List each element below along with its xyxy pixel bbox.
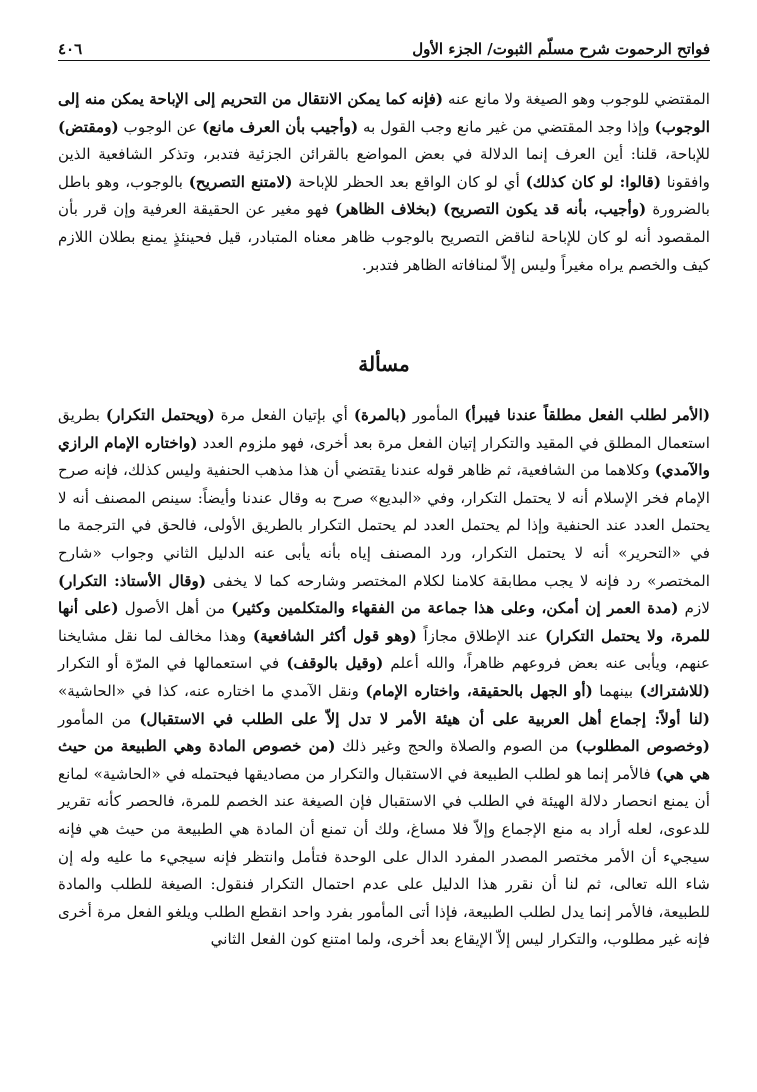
bold-quoted-text: (بخلاف الظاهر) [334, 200, 438, 219]
bold-quoted-text: (من خصوص المادة وهي الطبيعة من حيث هي هي) [58, 737, 711, 783]
commentary-text: المأمور [406, 406, 465, 424]
bold-quoted-text: (وقال الأستاذ: التكرار) [58, 571, 207, 590]
commentary-text: فهو مغير عن الحقيقة العرفية وإن قرر بأن المقصود أنه لو كان للإباحة لناقض التصريح بالوجوب ظاهر معناه المتبادر، قيل فحينئذٍ يمنع بطلان اللازم كيف والخصم يراه مغيراً وليس إلاّ لمنافاته الظاهر فتدبر. [58, 200, 710, 274]
bold-quoted-text: (واختاره الإمام الرازي والآمدي) [58, 433, 710, 480]
bold-quoted-text: (بالمرة) [353, 406, 407, 424]
header-rule [58, 60, 710, 61]
bold-quoted-text: (وهو قول أكثر الشافعية) [252, 626, 417, 645]
paragraph-2 [58, 402, 710, 954]
commentary-text: من أهل الأصول [118, 599, 232, 618]
commentary-text: وإذا وجد المقتضي من غير مانع وجب القول به [358, 117, 655, 136]
commentary-text: في استعمالها في المرّة أو التكرار [58, 654, 287, 673]
page-header [58, 32, 710, 58]
commentary-text: أي لو كان الواقع بعد الحظر للإباحة [292, 172, 526, 191]
section-heading: مسألة [358, 352, 410, 376]
bold-quoted-text: (أو الجهل بالحقيقة، واختاره الإمام) [365, 681, 593, 700]
bold-quoted-text: (وخصوص المطلوب) [575, 737, 710, 756]
bold-quoted-text: (وأجيب بأن العرف مانع) [202, 117, 359, 136]
bold-quoted-text: (مدة العمر إن أمكن، وعلى هذا جماعة من الفقهاء والمتكلمين وكثير) [231, 599, 679, 618]
paragraph-1 [58, 86, 710, 279]
commentary-text: أي بإتيان الفعل مرة [214, 406, 354, 424]
bold-quoted-text: (للاشتراك) [639, 681, 710, 700]
commentary-text: بطريق استعمال المطلق في المقيد والتكرار إتيان الفعل مرة بعد أخرى، فهو ملزوم العدد [58, 406, 711, 452]
document-page [58, 0, 710, 1092]
commentary-text: عن الوجوب [118, 117, 203, 136]
commentary-text: من الصوم والصلاة والحج وغير ذلك [335, 737, 576, 756]
commentary-text: من المأمور [58, 709, 140, 728]
commentary-text: ونقل الآمدي ما اختاره عنه، كذا في «الحاشية» [58, 681, 366, 700]
bold-quoted-text: (الأمر لطلب الفعل مطلقاً عندنا فيبرأ) [464, 406, 710, 424]
bold-quoted-text: (ومقتض) [58, 117, 119, 136]
commentary-text: بينهما [592, 681, 640, 700]
bold-quoted-text: (ويحتمل التكرار) [105, 406, 215, 424]
running-title: فواتح الرحموت شرح مسلّم الثبوت/ الجزء الأول [412, 40, 710, 58]
bold-quoted-text: (على أنها للمرة، ولا يحتمل التكرار) [58, 599, 710, 645]
commentary-text: المقتضي للوجوب وهو الصيغة ولا مانع عنه [443, 90, 711, 108]
commentary-text: بالوجوب، وهو باطل بالضرورة [58, 172, 710, 219]
bold-quoted-text: (لنا أولاً: إجماع أهل العربية على أن هيئة الأمر لا تدل إلاّ على الطلب في الاستقبال) [139, 709, 710, 728]
commentary-text: للإباحة، قلنا: أين العرف إنما الدلالة في بعض المواضع بالقرائن الجزئية فتدبر، وتذكر الشافعية الذين وافقونا [58, 145, 710, 191]
page-number: ٤٠٦ [58, 40, 83, 58]
commentary-text: لازم [678, 599, 711, 618]
commentary-text: وكلاهما من الشافعية، ثم ظاهر قوله عندنا يقتضي أن هذا مذهب الحنفية وليس كذلك، فإنه صرح الإمام فخر الإسلام أنه لا يحتمل التكرار، وفي «البديع» صرح به وقال عندنا وأيضاً: سينص المصنف أنه لا يحتمل العدد عند الحنفية وإذا لم يحتمل العدد لم يحتمل التكرار بالطريق الأولى، فالحق في الترجمة ما في «التحرير» أنه لا يحتمل التكرار، ورد المصنف إياه بأنه يأبى عنه الدليل الثاني وجواب «شارح المختصر» رد فإنه لا يجب مطابقة كلامنا لكلام المختصر وشارحه كما لا يخفى [58, 461, 711, 590]
bold-quoted-text: (قالوا: لو كان كذلك) [525, 172, 662, 191]
commentary-text: عند الإطلاق مجازاً [416, 626, 546, 645]
bold-quoted-text: (فإنه كما يمكن الانتقال من التحريم إلى الإباحة يمكن منه إلى الوجوب) [58, 90, 710, 136]
commentary-text: فالأمر إنما هو لطلب الطبيعة في الاستقبال والتكرار من مصاديقها فيحتمله في «الحاشية» لمانع أن يمنع انحصار دلالة الهيئة في الطلب في الاستقبال فإن الصيغة عند الخصم للمرة، فالحصر كأنه تقرير للدعوى، لعله أراد به منع الإجماع وإلاّ فلا مساغ، ولك أن تمنع أن المادة هي الطبيعة من حيث هي فإنه سيجيء أن الأمر مختصر المصدر المفرد الدال على الوحدة فتأمل وانتظر فإنه سيجيء ما عليه وله إن شاء الله تعالى، ثم لنا أن نقرر هذا الدليل على عدم احتمال التكرار فنقول: الصيغة للطلب والمادة للطبيعة، فالأمر إنما يدل لطلب الطبيعة، فإذا أتى المأمور بفرد واحد انقطع الطلب ويلغو الفعل مرة أخرى فإنه غير مطلوب، والتكرار ليس إلاّ الإيقاع بعد أخرى، ولما امتنع كون الفعل الثاني [58, 764, 710, 949]
commentary-text: وهذا مخالف لما نقل مشايخنا عنهم، ويأبى عنه بعض فروعهم ظاهراً، والله أعلم [58, 626, 711, 673]
bold-quoted-text: (وأجيب، بأنه قد يكون التصريح) [443, 200, 647, 219]
bold-quoted-text: (وقيل بالوقف) [286, 654, 384, 673]
bold-quoted-text: (لامتنع التصريح) [188, 172, 293, 191]
